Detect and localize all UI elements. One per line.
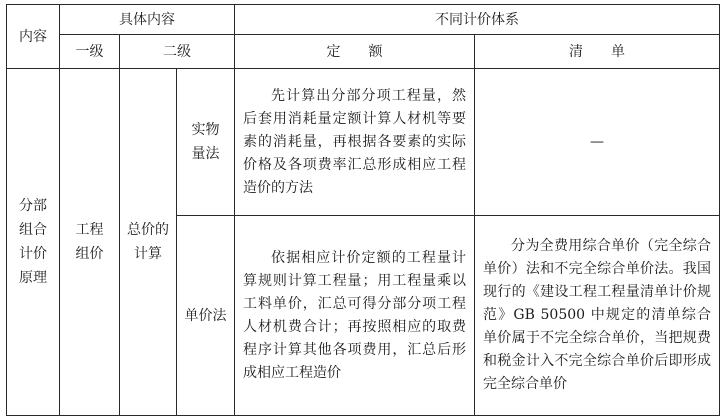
method-name-physical bbox=[177, 69, 235, 216]
category-line: 分部 bbox=[19, 198, 47, 214]
category-cell bbox=[7, 69, 60, 416]
quota-text: 依据相应计价定额的工程量计算规则计算工程量；用工程量乘以工料单价，汇总可得分部分项工程人材机费合计；再按照相应的取费程序计算其他各项费用，汇总后形成相应工程造价 bbox=[243, 249, 467, 381]
category-line: 原理 bbox=[19, 270, 47, 286]
header-row-1 bbox=[7, 5, 720, 35]
bill-text-physical: — bbox=[475, 69, 720, 216]
header-specific-content: 具体内容 bbox=[60, 5, 235, 35]
method-name-unit-price: 单价法 bbox=[177, 216, 235, 416]
category-line: 组合 bbox=[19, 222, 47, 238]
quota-text-unit-price bbox=[235, 216, 475, 416]
header-content: 内容 bbox=[7, 5, 60, 69]
header-bill: 清 单 bbox=[475, 35, 720, 69]
level-two-cell bbox=[120, 69, 177, 416]
level-one-line: 工程 bbox=[75, 222, 104, 238]
pricing-comparison-table bbox=[6, 4, 720, 416]
level-two-line: 计算 bbox=[134, 246, 162, 262]
bill-text: 分为全费用综合单价（完全综合单价）法和不完全综合单价法。我国现行的《建设工程工程量清单计价规范》GB 50500 中规定的清单综合单价属于不完全综合单价，当把规费和税金计入不完全综合单价后即形成完全综合单价 bbox=[483, 238, 712, 392]
level-two-line: 总价的 bbox=[127, 222, 169, 238]
quota-text: 先计算出分部分项工程量，然后套用消耗量定额计算人材机等要素的消耗量，再根据各要素的实际价格及各项费率汇总形成相应工程造价的方法 bbox=[243, 87, 467, 196]
header-quota: 定 额 bbox=[235, 35, 475, 69]
category-line: 计价 bbox=[19, 246, 47, 262]
quota-text-physical bbox=[235, 69, 475, 216]
header-row-2 bbox=[7, 35, 720, 69]
method-name-line: 量法 bbox=[191, 146, 220, 162]
method-name-line: 实物 bbox=[191, 122, 220, 138]
bill-text-unit-price bbox=[475, 216, 720, 416]
level-one-line: 组价 bbox=[75, 246, 104, 262]
header-pricing-systems: 不同计价体系 bbox=[235, 5, 720, 35]
header-level-one: 一级 bbox=[60, 35, 120, 69]
header-level-two: 二级 bbox=[120, 35, 235, 69]
row-physical-quantity-method bbox=[7, 69, 720, 216]
level-one-cell bbox=[60, 69, 120, 416]
